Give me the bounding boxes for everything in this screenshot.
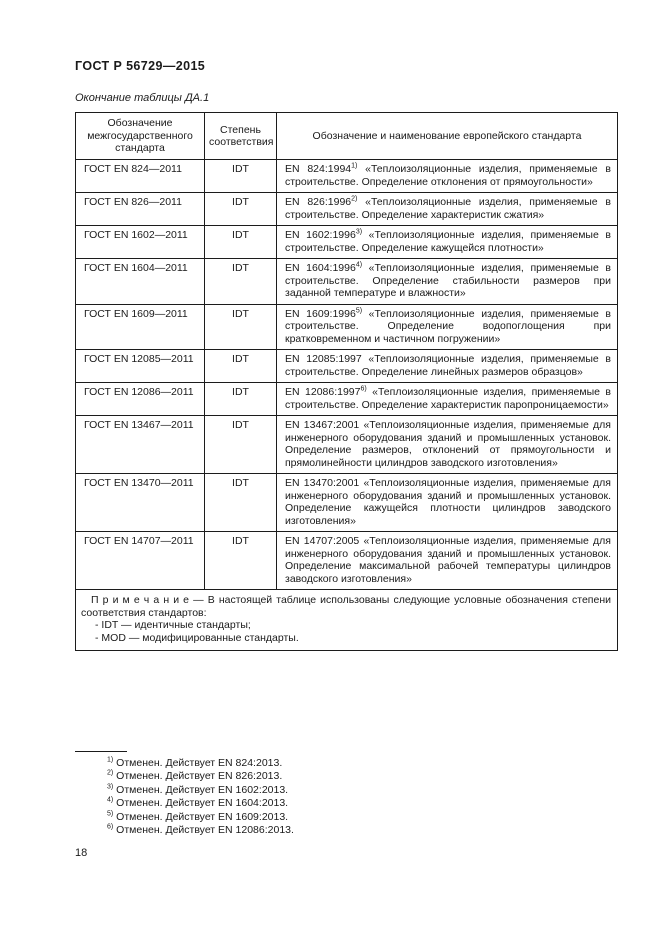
note-text: — В настоящей таблице использованы следующие условные обозначения степени соответствия стандартов: (81, 594, 611, 619)
en-title: «Теплоизоляционные изделия, применяемые для инженерного оборудования зданий и промышленных установок. Определение размеров, отклонений от прямоугольности и прямолинейности цилиндров заводского изготовления» (285, 419, 611, 469)
footnote-text: Отменен. Действует EN 826:2013. (116, 770, 283, 783)
footnote-text: Отменен. Действует EN 1604:2013. (116, 797, 289, 810)
footnote-ref: 2) (351, 195, 358, 203)
footnote-rule (75, 751, 127, 752)
en-standard-cell (277, 383, 618, 416)
footnote-marker: 4) (107, 796, 114, 804)
en-title: «Теплоизоляционные изделия, применяемые в строительстве. Определение линейных размеров образцов» (285, 353, 611, 378)
footnote-item (107, 770, 294, 783)
en-standard-cell (277, 532, 618, 590)
degree-of-conformity: IDT (205, 416, 277, 474)
degree-of-conformity: IDT (205, 383, 277, 416)
degree-of-conformity: IDT (205, 532, 277, 590)
degree-of-conformity: IDT (205, 160, 277, 193)
footnote-marker: 1) (107, 756, 114, 764)
en-designation: EN 1602:1996 (285, 229, 356, 241)
en-standard-cell (277, 259, 618, 305)
footnote-marker: 6) (107, 823, 114, 831)
table-body (76, 160, 618, 590)
note-line (81, 594, 611, 619)
footnote-item (107, 797, 294, 810)
table-header-row (76, 113, 618, 160)
en-designation: EN 1604:1996 (285, 262, 356, 274)
en-designation: EN 1609:1996 (285, 307, 356, 320)
degree-of-conformity: IDT (205, 226, 277, 259)
en-designation: EN 13467:2001 (285, 419, 360, 431)
footnote-ref: 6) (360, 385, 367, 393)
en-title: «Теплоизоляционные изделия, применяемые в строительстве. Определение характеристик сжатия» (285, 196, 611, 221)
en-standard-cell (277, 160, 618, 193)
en-standard-cell (277, 474, 618, 532)
en-designation: EN 826:1996 (285, 196, 352, 208)
gost-designation: ГОСТ EN 14707—2011 (76, 532, 205, 590)
degree-of-conformity: IDT (205, 474, 277, 532)
gost-designation: ГОСТ EN 12085—2011 (76, 350, 205, 383)
table-row (76, 160, 618, 193)
note-item-mod: - MOD — модифицированные стандарты. (95, 631, 299, 644)
footnote-item (107, 784, 294, 797)
table-row (76, 416, 618, 474)
footnote-item (107, 811, 294, 824)
degree-of-conformity: IDT (205, 350, 277, 383)
footnote-marker: 3) (107, 783, 114, 791)
footnote-item (107, 824, 294, 837)
gost-designation: ГОСТ EN 12086—2011 (76, 383, 205, 416)
col-header-degree-of-conformity: Степень соответствия (205, 113, 277, 160)
col-header-en-designation: Обозначение и наименование европейского стандарта (277, 113, 618, 160)
gost-designation: ГОСТ EN 13470—2011 (76, 474, 205, 532)
footnote-ref: 3) (355, 228, 363, 236)
en-standard-cell (277, 304, 618, 350)
table-note (76, 590, 618, 651)
degree-of-conformity: IDT (205, 304, 277, 350)
gost-designation: ГОСТ EN 1609—2011 (76, 304, 205, 350)
gost-designation: ГОСТ EN 13467—2011 (76, 416, 205, 474)
table-row (76, 226, 618, 259)
standards-table (75, 112, 618, 651)
page-number: 18 (75, 847, 88, 859)
footnote-ref: 4) (355, 261, 363, 269)
en-title: «Теплоизоляционные изделия, применяемые для инженерного оборудования зданий и промышленных установок. Определение кажущейся плотности цилиндров заводского изготовления» (285, 477, 611, 527)
col-header-gost-designation: Обозначение межгосударственного стандарта (76, 113, 205, 160)
en-title: «Теплоизоляционные изделия, применяемые для инженерного оборудования зданий и промышленных установок. Определение максимальной рабочей температуры цилиндров заводского изготовления» (285, 535, 611, 585)
doc-code: ГОСТ Р 56729—2015 (75, 59, 206, 73)
footnote-text: Отменен. Действует EN 1602:2013. (116, 783, 289, 796)
degree-of-conformity: IDT (205, 259, 277, 305)
en-title: «Теплоизоляционные изделия, применяемые в строительстве. Определение водопоглощения при кратковременном и частичном погружении» (285, 307, 611, 345)
en-designation: EN 14707:2005 (285, 535, 360, 547)
en-standard-cell (277, 193, 618, 226)
en-title: «Теплоизоляционные изделия, применяемые в строительстве. Определение кажущейся плотности» (285, 229, 611, 254)
footnotes-list (75, 757, 294, 837)
table-row (76, 383, 618, 416)
en-title: «Теплоизоляционные изделия, применяемые в строительстве. Определение характеристик паропроницаемости» (285, 386, 611, 411)
en-designation: EN 12086:1997 (285, 386, 361, 398)
en-standard-cell (277, 350, 618, 383)
footnote-ref: 5) (355, 307, 363, 314)
table-row (76, 259, 618, 305)
footnote-marker: 2) (107, 769, 114, 777)
degree-of-conformity: IDT (205, 193, 277, 226)
en-standard-cell (277, 416, 618, 474)
table-row (76, 474, 618, 532)
table-row (76, 193, 618, 226)
footnote-marker: 5) (107, 810, 114, 818)
en-designation: EN 824:1994 (285, 163, 352, 175)
table-row (76, 304, 618, 350)
en-standard-cell (277, 226, 618, 259)
table-caption: Окончание таблицы ДА.1 (75, 92, 210, 104)
gost-designation: ГОСТ EN 826—2011 (76, 193, 205, 226)
table-note-row (76, 590, 618, 651)
note-label: П р и м е ч а н и е (91, 594, 190, 606)
gost-designation: ГОСТ EN 824—2011 (76, 160, 205, 193)
footnote-text: Отменен. Действует EN 12086:2013. (116, 824, 294, 837)
table-row (76, 532, 618, 590)
footnote-text: Отменен. Действует EN 824:2013. (116, 757, 283, 769)
footnote-item (107, 757, 294, 770)
footnote-text: Отменен. Действует EN 1609:2013. (116, 810, 289, 823)
en-title: «Теплоизоляционные изделия, применяемые в строительстве. Определение стабильности размеров при заданной температуре и влажности» (285, 262, 611, 299)
gost-designation: ГОСТ EN 1602—2011 (76, 226, 205, 259)
note-item-idt: - IDT — идентичные стандарты; (95, 619, 251, 631)
table-row (76, 350, 618, 383)
footnote-ref: 1) (351, 162, 358, 170)
gost-designation: ГОСТ EN 1604—2011 (76, 259, 205, 305)
footnotes-section (75, 751, 294, 837)
en-designation: EN 13470:2001 (285, 477, 360, 489)
en-title: «Теплоизоляционные изделия, применяемые в строительстве. Определение отклонения от прямоугольности» (285, 163, 611, 188)
en-designation: EN 12085:1997 (285, 353, 362, 365)
